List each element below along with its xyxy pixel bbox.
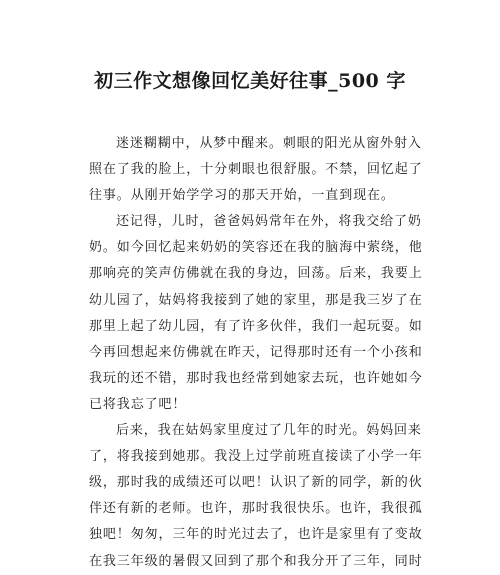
text-line: 今再回想起来仿佛就在昨天，记得那时还有一个小孩和 [89,344,423,360]
text-line: 独吧！匆匆，三年的时光过去了，也许是家里有了变故 [89,527,423,543]
text-line: 奶。如今回忆起来奶奶的笑容还在我的脑海中萦绕，他 [89,240,423,256]
text-line: 级，那时我的成绩还可以吧！认识了新的同学，新的伙 [89,475,423,491]
text-line: 还记得，儿时，爸爸妈妈常年在外，将我交给了奶 [116,214,422,230]
text-line: 照在了我的脸上，十分刺眼也很舒服。不禁，回忆起了 [89,162,423,178]
text-line: 迷迷糊糊中，从梦中醒来。刺眼的阳光从窗外射入 [116,136,422,151]
text-line: 那里上起了幼儿园，有了许多伙伴，我们一起玩耍。如 [89,318,423,334]
text-line: 在我三年级的暑假又回到了那个和我分开了三年，同时 [89,553,423,569]
text-line: 我玩的还不错，那时我也经常到她家去玩，也许她如今 [89,370,423,386]
text-line: 已将我忘了吧！ [89,396,187,412]
document-title: 初三作文想像回忆美好往事_500 字 [94,70,406,92]
text-line: 往事。从刚开始学学习的那天开始，一直到现在。 [89,188,395,204]
text-line: 了，将我接到她那。我没上过学前班直接读了小学一年 [89,449,423,465]
text-line: 伴还有新的老师。也许，那时我很快乐。也许，我很孤 [89,501,423,517]
document-body [89,131,423,575]
text-line: 幼儿园了，姑妈将我接到了她的家里，那是我三岁了在 [89,292,423,308]
text-line: 那响亮的笑声仿佛就在我的身边，回荡。后来，我要上 [89,266,423,282]
text-line: 后来，我在姑妈家里度过了几年的时光。妈妈回来 [116,423,422,439]
